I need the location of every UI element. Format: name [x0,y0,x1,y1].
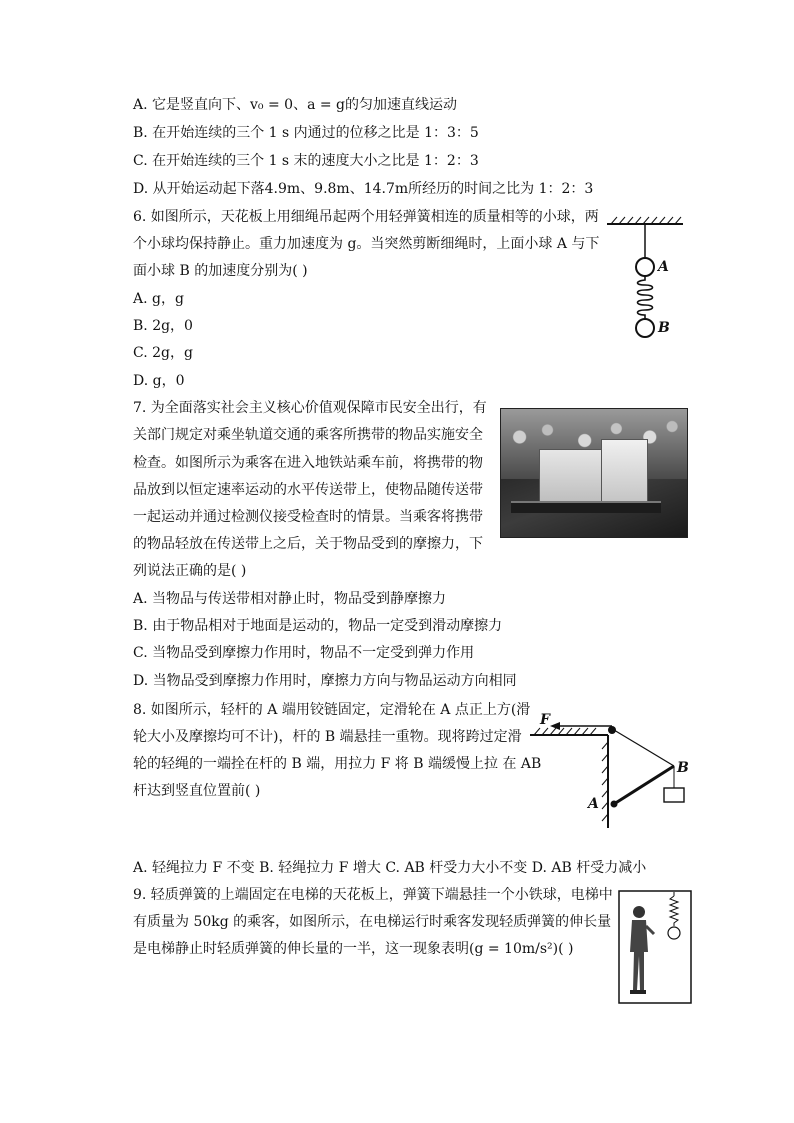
q7-option-b: B. 由于物品相对于地面是运动的，物品一定受到滑动摩擦力 [133,618,503,634]
q8-stem-line-3: 轮的轻绳的一端拴在杆的 B 端，用拉力 F 将 B 端缓慢上拉 在 AB [133,756,542,772]
q7-stem-line-2: 关部门规定对乘坐轨道交通的乘客所携带的物品实施安全 [133,427,483,443]
q8-stem-line-2: 轮大小及摩擦均可不计)，杆的 B 端悬挂一重物。现将跨过定滑 [133,729,522,745]
q7-option-d: D. 当物品受到摩擦力作用时，摩擦力方向与物品运动方向相同 [133,673,517,689]
q9-stem-line-1: 9. 轻质弹簧的上端固定在电梯的天花板上，弹簧下端悬挂一个小铁球，电梯中 [133,887,613,903]
q7-option-a: A. 当物品与传送带相对静止时，物品受到静摩擦力 [133,591,447,607]
q6-option-c: C. 2g，g [133,345,193,361]
q8-stem-line-1: 8. 如图所示，轻杆的 A 端用铰链固定，定滑轮在 A 点正上方(滑 [133,702,531,718]
q6-stem-line-2: 个小球均保持静止。重力加速度为 g。当突然剪断细绳时，上面小球 A 与下 [133,236,600,252]
q7-security-check-photo [500,408,688,538]
q5-option-b: B. 在开始连续的三个 1 s 内通过的位移之比是 1：3：5 [133,125,479,141]
q7-option-c: C. 当物品受到摩擦力作用时，物品不一定受到弹力作用 [133,645,475,661]
q7-stem-line-1: 7. 为全面落实社会主义核心价值观保障市民安全出行，有 [133,400,487,416]
q9-elevator-figure [618,890,692,1004]
q8-point-a-label: A [588,796,599,812]
q5-option-a: A. 它是竖直向下、v₀ = 0、a = g的匀加速直线运动 [133,97,458,113]
q6-ball-a-label: A [658,259,669,275]
q7-stem-line-7: 列说法正确的是( ) [133,563,247,579]
q7-stem-line-4: 品放到以恒定速率运动的水平传送带上，使物品随传送带 [133,482,483,498]
q8-options: A. 轻绳拉力 F 不变 B. 轻绳拉力 F 增大 C. AB 杆受力大小不变 D. AB 杆受力减小 [133,860,647,876]
q6-spring-balls-figure [605,214,685,349]
q8-force-f-label: F [540,712,550,728]
q5-option-d: D. 从开始运动起下落4.9m、9.8m、14.7m所经历的时间之比为 1：2：3 [133,181,594,197]
q9-stem-line-3: 是电梯静止时轻质弹簧的伸长量的一半，这一现象表明(g = 10m/s²)( ) [133,941,574,957]
q8-stem-line-4: 杆达到竖直位置前( ) [133,783,261,799]
q6-option-a: A. g，g [133,291,184,307]
q6-stem-line-3: 面小球 B 的加速度分别为( ) [133,263,308,279]
q8-rod-pulley-figure [528,708,698,833]
q6-option-b: B. 2g，0 [133,318,193,334]
q6-stem-line-1: 6. 如图所示，天花板上用细绳吊起两个用轻弹簧相连的质量相等的小球，两 [133,209,599,225]
q6-option-d: D. g，0 [133,373,185,389]
q7-stem-line-6: 的物品轻放在传送带上之后，关于物品受到的摩擦力，下 [133,536,483,552]
q6-ball-b-label: B [658,320,670,336]
photo-conveyor-belt [511,501,661,513]
q8-point-b-label: B [677,760,689,776]
q7-stem-line-3: 检查。如图所示为乘客在进入地铁站乘车前，将携带的物 [133,455,483,471]
q9-stem-line-2: 有质量为 50kg 的乘客，如图所示，在电梯运行时乘客发现轻质弹簧的伸长量 [133,914,612,930]
q5-option-c: C. 在开始连续的三个 1 s 末的速度大小之比是 1：2：3 [133,153,479,169]
photo-scanner-unit [601,439,648,507]
q7-stem-line-5: 一起运动并通过检测仪接受检查时的情景。当乘客将携带 [133,509,483,525]
